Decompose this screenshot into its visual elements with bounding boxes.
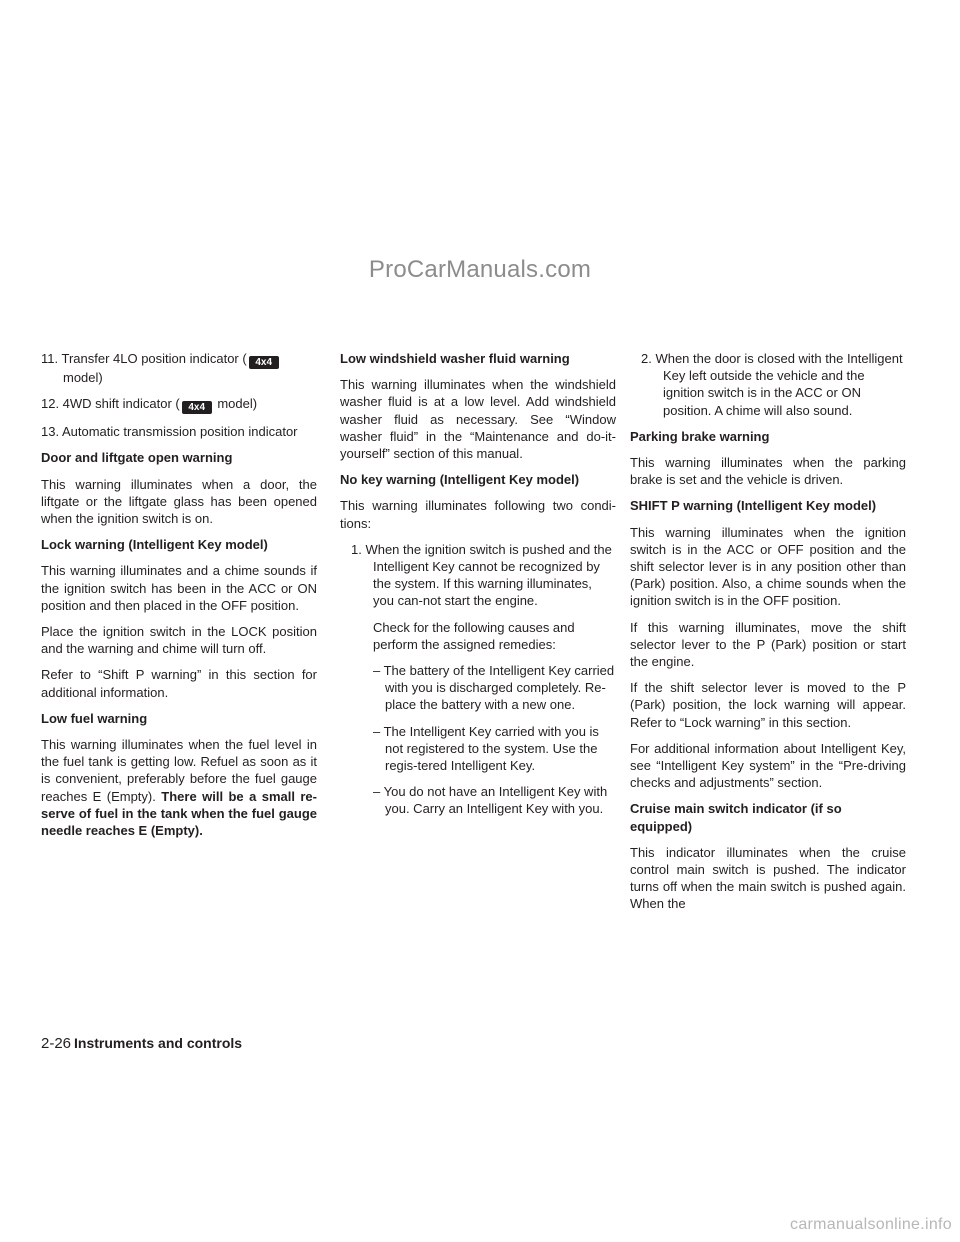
heading-lock-warning: Lock warning (Intelligent Key model): [41, 537, 268, 553]
4x4-icon: 4x4: [249, 356, 279, 369]
item-11-text: 11. Transfer 4LO position indicator (: [41, 351, 247, 366]
paragraph-door: This warning illuminates when a door, the liftgate or the liftgate glass has been opened when the ignition switch is on.: [41, 476, 317, 527]
list-item-12: [41, 395, 317, 414]
paragraph-fuel: [41, 736, 317, 839]
paragraph-lock-1: This warning illuminates and a chime sounds if the ignition switch has been in the ACC or ON position and then placed in the OFF position.: [41, 563, 317, 613]
paragraph-lock-2: Place the ignition switch in the LOCK position and the warning and chime will turn off.: [41, 624, 317, 657]
list-item-1: 1. When the ignition switch is pushed and the Intelligent Key cannot be recognized by the system. If this warning illuminates, you can-not start the engine.: [351, 541, 612, 609]
item-12-text-cont: model): [217, 396, 258, 412]
watermark: ProCarManuals.com: [368, 256, 592, 283]
heading-no-key: No key warning (Intelligent Key model): [340, 472, 580, 488]
heading-parking-brake: Parking brake warning: [630, 428, 770, 444]
paragraph-parking: This warning illuminates when the parking brake is set and the vehicle is driven.: [630, 455, 906, 488]
heading-shift-p: SHIFT P warning (Intelligent Key model): [630, 498, 877, 514]
paragraph-washer: This warning illuminates when the windshield washer fluid is at a low level. Add windshield washer fluid as necessary. See “Window washer fluid” in the “Maintenance and do-it-yourself” section of this manual.: [340, 377, 616, 462]
column-3: [630, 350, 906, 922]
paragraph-check: Check for the following causes and perform the assigned remedies:: [373, 619, 575, 652]
paragraph-shift-4: For additional information about Intelligent Key, see “Intelligent Key system” in the “Pre-driving checks and adjustments” section.: [630, 740, 906, 791]
item-11-text-cont: model): [63, 370, 103, 385]
paragraph-shift-2: If this warning illuminates, move the shift selector lever to the P (Park) position or start the engine.: [630, 619, 906, 670]
heading-washer-fluid: Low windshield washer fluid warning: [340, 351, 570, 366]
column-1: [41, 350, 317, 848]
4x4-icon: 4x4: [182, 401, 212, 414]
section-title: Instruments and controls: [74, 1035, 243, 1051]
paragraph-cruise: This indicator illuminates when the cruise control main switch is pushed. The indicator turns off when the main switch is pushed again. When the: [630, 844, 906, 912]
list-item-13: 13. Automatic transmission position indicator: [41, 424, 298, 440]
bottom-watermark: carmanualsonline.info: [790, 1216, 952, 1233]
dash-item-registered: – The Intelligent Key carried with you is not registered to the system. Use the regis-tered Intelligent Key.: [373, 723, 599, 774]
paragraph-shift-3: If the shift selector lever is moved to the P (Park) position, the lock warning will appear. Refer to “Lock warning” in this section.: [630, 680, 906, 730]
paragraph-no-key: This warning illuminates following two condi-tions:: [340, 498, 616, 531]
paragraph-lock-3: Refer to “Shift P warning” in this section for additional information.: [41, 667, 317, 700]
heading-cruise: Cruise main switch indicator (if so equipped): [630, 801, 842, 834]
dash-item-no-key: – You do not have an Intelligent Key with you. Carry an Intelligent Key with you.: [373, 784, 608, 817]
paragraph-shift-1: This warning illuminates when the ignition switch is in the ACC or OFF position and the shift selector lever is in any position other than (Park) position. Also, a chime sounds when the ignition switch is in the OFF position.: [630, 524, 906, 609]
list-item-2: 2. When the door is closed with the Intelligent Key left outside the vehicle and the ignition switch is in the ACC or ON position. A chime will also sound.: [641, 351, 903, 418]
heading-door-liftgate: Door and liftgate open warning: [41, 450, 233, 466]
page-footer: [41, 1035, 242, 1052]
fuel-bold-text: There will be a small re-serve of fuel in the tank when the fuel gauge needle reaches E (Empty).: [41, 788, 317, 839]
dash-item-battery: – The battery of the Intelligent Key carried with you is discharged completely. Re-place the battery with a new one.: [373, 663, 615, 713]
heading-low-fuel: Low fuel warning: [41, 710, 148, 726]
column-2: [340, 350, 616, 827]
fuel-text: This warning illuminates when the fuel level in the fuel tank is getting low. Refuel as soon as it is convenient, preferably before the fuel gauge reaches E (Empty).: [41, 737, 317, 804]
list-item-11: [41, 350, 317, 386]
page-number: 2-26: [41, 1035, 72, 1052]
item-12-text: 12. 4WD shift indicator (: [41, 396, 180, 412]
